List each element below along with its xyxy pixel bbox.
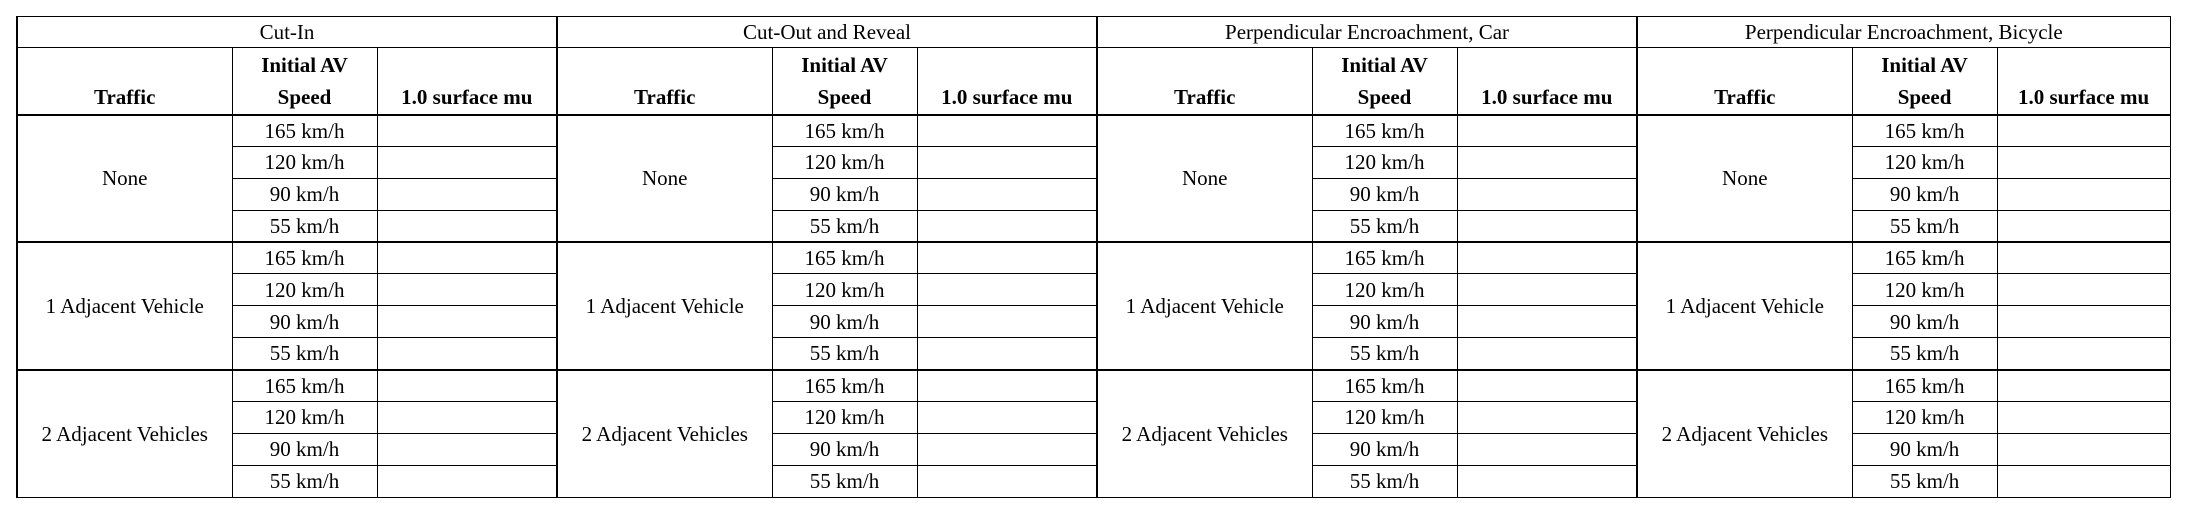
speed-cell bbox=[772, 115, 917, 147]
traffic-condition-label: 1 Adjacent Vehicle bbox=[45, 293, 204, 318]
surface-mu-value-cell bbox=[1457, 306, 1637, 338]
column-header-traffic-label: Traffic bbox=[634, 84, 696, 109]
speed-cell bbox=[772, 210, 917, 242]
surface-mu-value-cell bbox=[1457, 433, 1637, 465]
speed-cell bbox=[232, 210, 377, 242]
surface-mu-value-cell bbox=[377, 338, 557, 370]
speed-label: 90 km/h bbox=[1889, 182, 1960, 207]
surface-mu-value-cell bbox=[377, 402, 557, 434]
speed-label: 120 km/h bbox=[264, 277, 345, 302]
speed-cell bbox=[1312, 274, 1457, 306]
column-header-surface-label: 1.0 surface mu bbox=[401, 84, 533, 109]
surface-mu-value-cell bbox=[377, 274, 557, 306]
traffic-condition-cell bbox=[1097, 242, 1312, 370]
speed-label: 90 km/h bbox=[1889, 309, 1960, 334]
surface-mu-value-cell bbox=[917, 210, 1097, 242]
surface-mu-value-cell bbox=[1997, 433, 2170, 465]
surface-mu-value-cell bbox=[1997, 210, 2170, 242]
speed-label: 55 km/h bbox=[1349, 341, 1420, 366]
column-header-speed-line2: Speed bbox=[817, 84, 872, 109]
surface-mu-value-cell bbox=[1457, 178, 1637, 210]
surface-mu-value-cell bbox=[1457, 465, 1637, 497]
surface-mu-value-cell bbox=[377, 465, 557, 497]
traffic-condition-label: 1 Adjacent Vehicle bbox=[585, 293, 744, 318]
traffic-condition-label: 2 Adjacent Vehicles bbox=[1121, 421, 1288, 446]
scenario-header-cut-out-and-reveal: Cut-Out and Reveal bbox=[557, 17, 1097, 48]
speed-cell bbox=[772, 465, 917, 497]
column-header-traffic-label: Traffic bbox=[1714, 84, 1776, 109]
speed-label: 90 km/h bbox=[809, 437, 880, 462]
speed-label: 90 km/h bbox=[809, 182, 880, 207]
traffic-condition-cell bbox=[1097, 115, 1312, 243]
speed-cell bbox=[1312, 370, 1457, 402]
speed-cell bbox=[1312, 465, 1457, 497]
traffic-condition-label: 2 Adjacent Vehicles bbox=[581, 421, 748, 446]
speed-label: 165 km/h bbox=[1344, 246, 1425, 271]
column-header-speed-line1: Initial AV bbox=[1881, 52, 1968, 77]
speed-cell bbox=[232, 402, 377, 434]
speed-cell bbox=[1852, 306, 1997, 338]
speed-cell bbox=[772, 274, 917, 306]
speed-label: 120 km/h bbox=[264, 150, 345, 175]
speed-label: 90 km/h bbox=[1349, 437, 1420, 462]
surface-mu-value-cell bbox=[917, 433, 1097, 465]
column-header-speed-line1: Initial AV bbox=[1341, 52, 1428, 77]
speed-cell bbox=[772, 178, 917, 210]
traffic-condition-label: 1 Adjacent Vehicle bbox=[1125, 293, 1284, 318]
column-header-surface-mu bbox=[1457, 48, 1637, 115]
column-header-traffic bbox=[17, 48, 232, 115]
surface-mu-value-cell bbox=[917, 146, 1097, 178]
speed-cell bbox=[232, 370, 377, 402]
traffic-condition-cell bbox=[1097, 370, 1312, 498]
surface-mu-value-cell bbox=[1997, 115, 2170, 147]
column-header-surface-mu bbox=[917, 48, 1097, 115]
speed-cell bbox=[772, 433, 917, 465]
scenario-header-perpendicular-bicycle: Perpendicular Encroachment, Bicycle bbox=[1637, 17, 2170, 48]
speed-label: 90 km/h bbox=[1349, 182, 1420, 207]
speed-label: 120 km/h bbox=[804, 405, 885, 430]
surface-mu-value-cell bbox=[1457, 274, 1637, 306]
traffic-condition-label: None bbox=[642, 166, 688, 191]
speed-cell bbox=[1852, 402, 1997, 434]
column-header-surface-label: 1.0 surface mu bbox=[1481, 84, 1613, 109]
column-header-speed-line2: Speed bbox=[277, 84, 332, 109]
speed-label: 165 km/h bbox=[1344, 118, 1425, 143]
surface-mu-value-cell bbox=[1457, 338, 1637, 370]
surface-mu-value-cell bbox=[377, 370, 557, 402]
speed-cell bbox=[1852, 210, 1997, 242]
test-matrix-table bbox=[16, 16, 2171, 498]
column-header-speed-line1: Initial AV bbox=[801, 52, 888, 77]
speed-cell bbox=[1312, 146, 1457, 178]
test-matrix-body bbox=[17, 115, 2170, 498]
speed-cell bbox=[1852, 274, 1997, 306]
speed-cell bbox=[1852, 242, 1997, 274]
surface-mu-value-cell bbox=[1997, 338, 2170, 370]
surface-mu-value-cell bbox=[917, 370, 1097, 402]
speed-label: 90 km/h bbox=[269, 309, 340, 334]
surface-mu-value-cell bbox=[917, 178, 1097, 210]
column-header-traffic-label: Traffic bbox=[94, 84, 156, 109]
traffic-condition-cell bbox=[17, 242, 232, 370]
speed-cell bbox=[1852, 433, 1997, 465]
surface-mu-value-cell bbox=[917, 465, 1097, 497]
speed-cell bbox=[232, 178, 377, 210]
surface-mu-value-cell bbox=[1457, 146, 1637, 178]
speed-label: 55 km/h bbox=[1889, 469, 1960, 494]
traffic-condition-cell bbox=[1637, 370, 1852, 498]
surface-mu-value-cell bbox=[1457, 242, 1637, 274]
speed-cell bbox=[1312, 338, 1457, 370]
surface-mu-value-cell bbox=[1457, 210, 1637, 242]
speed-label: 90 km/h bbox=[1889, 437, 1960, 462]
traffic-condition-label: None bbox=[1182, 166, 1228, 191]
traffic-condition-cell bbox=[557, 242, 772, 370]
table-row bbox=[17, 242, 2170, 274]
speed-cell bbox=[1312, 178, 1457, 210]
traffic-condition-cell bbox=[1637, 115, 1852, 243]
speed-label: 165 km/h bbox=[804, 246, 885, 271]
speed-label: 55 km/h bbox=[269, 341, 340, 366]
surface-mu-value-cell bbox=[377, 178, 557, 210]
table-row bbox=[17, 115, 2170, 147]
surface-mu-value-cell bbox=[1997, 465, 2170, 497]
speed-cell bbox=[232, 433, 377, 465]
speed-cell bbox=[232, 306, 377, 338]
scenario-header-row bbox=[17, 17, 2170, 48]
surface-mu-value-cell bbox=[917, 306, 1097, 338]
speed-label: 55 km/h bbox=[809, 213, 880, 238]
column-header-surface-label: 1.0 surface mu bbox=[2017, 84, 2150, 109]
column-header-initial-av-speed bbox=[1312, 48, 1457, 115]
speed-cell bbox=[1852, 370, 1997, 402]
speed-cell bbox=[1312, 242, 1457, 274]
surface-mu-value-cell bbox=[1997, 178, 2170, 210]
speed-cell bbox=[1312, 306, 1457, 338]
speed-cell bbox=[1312, 433, 1457, 465]
speed-cell bbox=[1852, 115, 1997, 147]
speed-label: 55 km/h bbox=[1889, 341, 1960, 366]
surface-mu-value-cell bbox=[377, 146, 557, 178]
speed-cell bbox=[232, 465, 377, 497]
traffic-condition-label: None bbox=[1722, 166, 1768, 191]
surface-mu-value-cell bbox=[917, 402, 1097, 434]
column-header-surface-mu bbox=[377, 48, 557, 115]
speed-label: 120 km/h bbox=[1344, 150, 1425, 175]
column-header-initial-av-speed bbox=[232, 48, 377, 115]
surface-mu-value-cell bbox=[1997, 306, 2170, 338]
traffic-condition-cell bbox=[557, 115, 772, 243]
speed-label: 55 km/h bbox=[269, 469, 340, 494]
speed-label: 90 km/h bbox=[1349, 309, 1420, 334]
speed-label: 165 km/h bbox=[264, 118, 345, 143]
traffic-condition-label: None bbox=[102, 166, 148, 191]
speed-cell bbox=[232, 338, 377, 370]
speed-cell bbox=[772, 370, 917, 402]
speed-label: 55 km/h bbox=[1889, 213, 1960, 238]
speed-cell bbox=[1312, 115, 1457, 147]
column-header-surface-mu bbox=[1997, 48, 2170, 115]
speed-cell bbox=[1852, 178, 1997, 210]
speed-label: 165 km/h bbox=[1884, 246, 1965, 271]
speed-label: 165 km/h bbox=[1884, 373, 1965, 398]
speed-label: 120 km/h bbox=[1884, 277, 1965, 302]
surface-mu-value-cell bbox=[1997, 146, 2170, 178]
column-header-speed-line2: Speed bbox=[1897, 84, 1952, 109]
speed-label: 55 km/h bbox=[809, 469, 880, 494]
surface-mu-value-cell bbox=[1997, 370, 2170, 402]
speed-label: 165 km/h bbox=[1884, 118, 1965, 143]
speed-cell bbox=[232, 242, 377, 274]
column-header-initial-av-speed bbox=[1852, 48, 1997, 115]
scenario-header-cut-in: Cut-In bbox=[17, 17, 557, 48]
test-matrix-table-container bbox=[16, 16, 2169, 498]
surface-mu-value-cell bbox=[377, 433, 557, 465]
speed-label: 120 km/h bbox=[1344, 277, 1425, 302]
column-header-initial-av-speed bbox=[772, 48, 917, 115]
speed-cell bbox=[772, 338, 917, 370]
speed-label: 120 km/h bbox=[1884, 405, 1965, 430]
traffic-condition-label: 1 Adjacent Vehicle bbox=[1665, 293, 1824, 318]
speed-cell bbox=[232, 146, 377, 178]
surface-mu-value-cell bbox=[917, 115, 1097, 147]
column-header-speed-line2: Speed bbox=[1357, 84, 1412, 109]
surface-mu-value-cell bbox=[917, 274, 1097, 306]
speed-label: 120 km/h bbox=[804, 150, 885, 175]
speed-label: 55 km/h bbox=[1349, 213, 1420, 238]
surface-mu-value-cell bbox=[1997, 402, 2170, 434]
speed-cell bbox=[232, 115, 377, 147]
surface-mu-value-cell bbox=[1457, 115, 1637, 147]
traffic-condition-cell bbox=[17, 115, 232, 243]
traffic-condition-cell bbox=[1637, 242, 1852, 370]
surface-mu-value-cell bbox=[377, 242, 557, 274]
speed-label: 55 km/h bbox=[809, 341, 880, 366]
speed-label: 120 km/h bbox=[804, 277, 885, 302]
column-header-traffic bbox=[1637, 48, 1852, 115]
surface-mu-value-cell bbox=[1457, 370, 1637, 402]
scenario-header-perpendicular-car: Perpendicular Encroachment, Car bbox=[1097, 17, 1637, 48]
speed-label: 165 km/h bbox=[1344, 373, 1425, 398]
speed-cell bbox=[1312, 402, 1457, 434]
table-row bbox=[17, 370, 2170, 402]
speed-label: 90 km/h bbox=[809, 309, 880, 334]
column-header-speed-line1: Initial AV bbox=[261, 52, 348, 77]
surface-mu-value-cell bbox=[1997, 274, 2170, 306]
speed-label: 90 km/h bbox=[269, 182, 340, 207]
speed-cell bbox=[772, 146, 917, 178]
speed-cell bbox=[232, 274, 377, 306]
speed-label: 120 km/h bbox=[1884, 150, 1965, 175]
column-header-row bbox=[17, 48, 2170, 115]
speed-label: 55 km/h bbox=[269, 213, 340, 238]
traffic-condition-cell bbox=[557, 370, 772, 498]
column-header-traffic bbox=[557, 48, 772, 115]
speed-cell bbox=[772, 402, 917, 434]
speed-label: 90 km/h bbox=[269, 437, 340, 462]
speed-label: 120 km/h bbox=[1344, 405, 1425, 430]
speed-label: 165 km/h bbox=[804, 118, 885, 143]
speed-cell bbox=[772, 242, 917, 274]
speed-label: 55 km/h bbox=[1349, 469, 1420, 494]
speed-label: 165 km/h bbox=[264, 246, 345, 271]
surface-mu-value-cell bbox=[1457, 402, 1637, 434]
column-header-surface-label: 1.0 surface mu bbox=[941, 84, 1073, 109]
speed-cell bbox=[1852, 338, 1997, 370]
surface-mu-value-cell bbox=[1997, 242, 2170, 274]
speed-cell bbox=[772, 306, 917, 338]
speed-cell bbox=[1852, 146, 1997, 178]
speed-label: 165 km/h bbox=[264, 373, 345, 398]
speed-cell bbox=[1312, 210, 1457, 242]
speed-label: 120 km/h bbox=[264, 405, 345, 430]
traffic-condition-label: 2 Adjacent Vehicles bbox=[1661, 421, 1828, 446]
surface-mu-value-cell bbox=[377, 306, 557, 338]
speed-cell bbox=[1852, 465, 1997, 497]
surface-mu-value-cell bbox=[917, 242, 1097, 274]
traffic-condition-cell bbox=[17, 370, 232, 498]
column-header-traffic bbox=[1097, 48, 1312, 115]
column-header-traffic-label: Traffic bbox=[1174, 84, 1236, 109]
surface-mu-value-cell bbox=[377, 115, 557, 147]
surface-mu-value-cell bbox=[377, 210, 557, 242]
traffic-condition-label: 2 Adjacent Vehicles bbox=[41, 421, 208, 446]
speed-label: 165 km/h bbox=[804, 373, 885, 398]
surface-mu-value-cell bbox=[917, 338, 1097, 370]
